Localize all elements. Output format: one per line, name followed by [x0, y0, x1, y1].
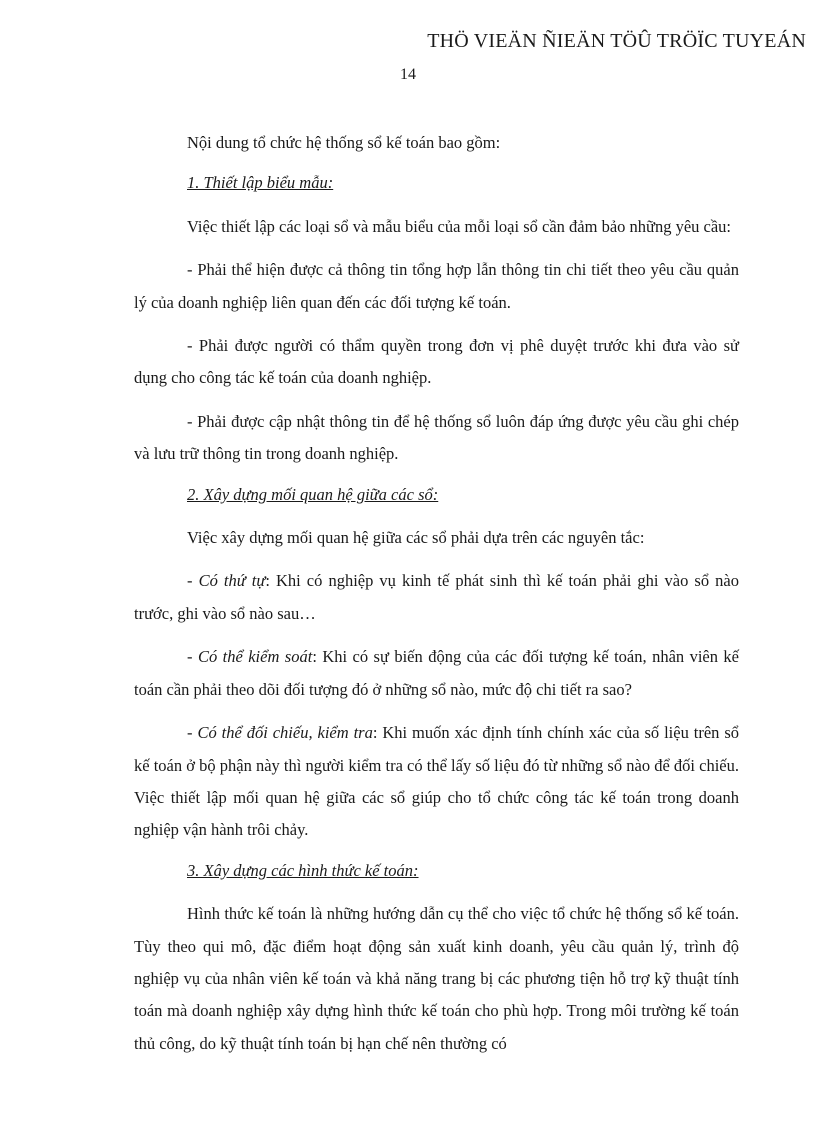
intro-paragraph: Nội dung tổ chức hệ thống sổ kế toán bao gồm: — [187, 133, 501, 152]
bullet-dash: - — [187, 723, 198, 743]
page-number: 14 — [400, 66, 416, 83]
section-3-heading: 3. Xây dựng các hình thức kế toán: — [187, 860, 419, 880]
bullet-dash: - — [187, 647, 198, 667]
document-body — [134, 127, 739, 1071]
bullet-term: Có thể kiểm soát — [197, 647, 313, 667]
bullet-term: Có thứ tự — [198, 571, 266, 591]
bullet-text: : Khi có sự biến động của các đối tượng kế toán, nhân viên kế toán cần phải theo dõi đối tượng đó ở những sổ nào, mức độ chi tiết ra sao? — [134, 647, 739, 699]
section-2-bullet-1 — [134, 565, 739, 630]
section-1-bullet-1: - Phải thể hiện được cả thông tin tổng hợp lẫn thông tin chi tiết theo yêu cầu quản lý của doanh nghiệp liên quan đến các đối tượng kế toán. — [134, 260, 739, 312]
header-title: THÖ VIEÄN ÑIEÄN TÖÛ TRÖÏC TUYEÁN — [427, 30, 806, 52]
section-3-paragraph: Hình thức kế toán là những hướng dẫn cụ thể cho việc tổ chức hệ thống sổ kế toán. Tùy theo qui mô, đặc điểm hoạt động sản xuất kinh doanh, yêu cầu quản lý, trình độ nghiệp vụ của nhân viên kế toán và khả năng trang bị các phương tiện hỗ trợ kỹ thuật tính toán mà doanh nghiệp xây dựng hình thức kế toán cho phù hợp. Trong môi trường kế toán thủ công, do kỹ thuật tính toán bị hạn chế nên thường có — [134, 904, 739, 1053]
bullet-dash: - — [187, 571, 199, 591]
section-1-bullet-3: - Phải được cập nhật thông tin để hệ thống sổ luôn đáp ứng được yêu cầu ghi chép và lưu trữ thông tin trong doanh nghiệp. — [134, 411, 739, 464]
section-1-bullet-2: - Phải được người có thẩm quyền trong đơn vị phê duyệt trước khi đưa vào sử dụng cho công tác kế toán của doanh nghiệp. — [134, 336, 739, 388]
section-1-heading: 1. Thiết lập biểu mẫu: — [187, 173, 334, 193]
bullet-term: Có thể đối chiếu, kiểm tra — [197, 723, 373, 743]
section-2-bullet-3 — [134, 717, 739, 847]
bullet-text: : Khi muốn xác định tính chính xác của số liệu trên sổ kế toán ở bộ phận này thì người kiểm tra có thể lấy số liệu đó từ những sổ nào để đối chiếu. Việc thiết lập mối quan hệ giữa các sổ giúp cho tổ chức công tác kế toán trong doanh nghiệp vận hành trôi chảy. — [134, 723, 739, 840]
section-2-heading: 2. Xây dựng mối quan hệ giữa các sổ: — [187, 484, 439, 504]
section-2-bullet-2 — [134, 641, 739, 706]
bullet-text: : Khi có nghiệp vụ kinh tế phát sinh thì kế toán phải ghi vào sổ nào trước, ghi vào sổ nào sau… — [134, 571, 739, 623]
section-1-paragraph: Việc thiết lập các loại sổ và mẫu biểu của mỗi loại sổ cần đảm bảo những yêu cầu: — [187, 216, 732, 236]
section-2-paragraph: Việc xây dựng mối quan hệ giữa các sổ phải dựa trên các nguyên tắc: — [187, 528, 645, 548]
